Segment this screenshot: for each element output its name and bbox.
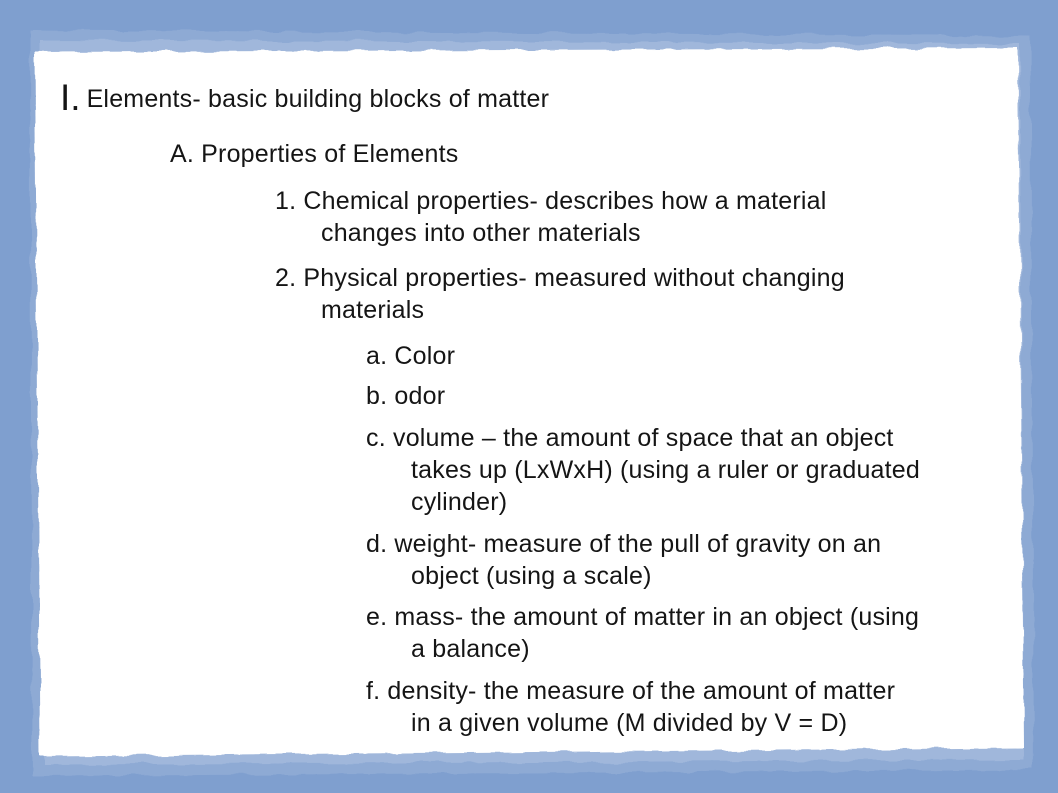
- item-1-line-1: 1. Chemical properties- describes how a material: [275, 187, 827, 215]
- item-c-line-1: c. volume – the amount of space that an object: [366, 424, 894, 452]
- item-f-line-1: f. density- the measure of the amount of matter: [366, 677, 896, 705]
- heading-text: Elements- basic building blocks of matter: [86, 85, 550, 113]
- outline-heading: [60, 78, 549, 119]
- item-d-line-1: d. weight- measure of the pull of gravity on an: [366, 530, 882, 558]
- item-2-line-2: materials: [321, 296, 425, 324]
- item-c-line-3: cylinder): [411, 488, 508, 516]
- item-2-line-1: 2. Physical properties- measured without changing: [275, 264, 845, 292]
- heading-numeral: I.: [60, 77, 81, 118]
- subheading-a: A. Properties of Elements: [170, 140, 459, 168]
- item-f-line-2: in a given volume (M divided by V = D): [411, 709, 848, 737]
- item-e-line-1: e. mass- the amount of matter in an object (using: [366, 603, 920, 631]
- item-d-line-2: object (using a scale): [411, 562, 652, 590]
- item-e-line-2: a balance): [411, 635, 530, 663]
- item-b: b. odor: [366, 382, 446, 410]
- item-1-line-2: changes into other materials: [321, 219, 641, 247]
- item-a: a. Color: [366, 342, 456, 370]
- item-c-line-2: takes up (LxWxH) (using a ruler or graduated: [411, 456, 921, 484]
